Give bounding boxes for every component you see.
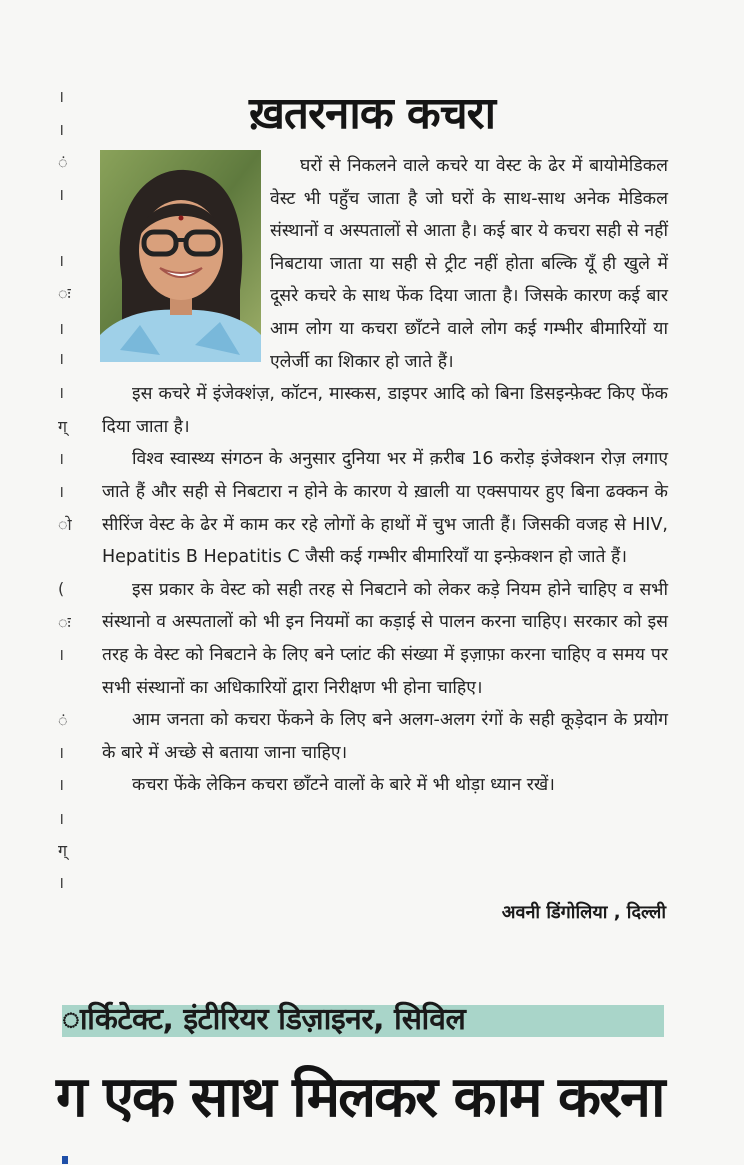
author-signature: अवनी डिंगोलिया , दिल्ली	[501, 902, 666, 923]
article-paragraph-5: आम जनता को कचरा फेंकने के लिए बने अलग-अलग रंगों के सही कूड़ेदान के प्रयोग के बारे में अच्छे से बताया जाना चाहिए।	[102, 710, 668, 763]
corner-marker	[62, 1156, 68, 1164]
edge-mark: (	[58, 579, 65, 598]
edge-mark: ।	[58, 383, 65, 402]
edge-mark: ।	[58, 775, 65, 794]
article-paragraph-4: इस प्रकार के वेस्ट को सही तरह से निबटाने को लेकर कड़े नियम होने चाहिए व सभी संस्थानो व अस्पतालों को भी इन नियमों का कड़ाई से पालन करना चाहिए। सरकार को इस तरह के वेस्ट को निबटाने के लिए बने प्लांट की संख्या में इज़ाफ़ा करना चाहिए व समय पर सभी संस्थानों का अधिकारियों द्वारा निरीक्षण भी होना चाहिए।	[102, 579, 668, 698]
edge-mark: ः	[58, 284, 71, 303]
article-body	[102, 150, 668, 802]
edge-mark: ।	[58, 645, 65, 664]
edge-mark: ।	[58, 120, 65, 139]
edge-mark: ।	[58, 449, 65, 468]
edge-mark: ः	[58, 613, 71, 632]
edge-mark: ।	[58, 743, 65, 762]
photo-spacer	[102, 150, 270, 362]
edge-mark: ।	[58, 482, 65, 501]
edge-mark: ं	[58, 153, 68, 172]
edge-mark: ग्	[58, 841, 68, 860]
edge-mark: ।	[58, 251, 65, 270]
edge-mark: ।	[58, 349, 65, 368]
edge-mark: ।	[58, 873, 65, 892]
edge-mark: ।	[58, 87, 65, 106]
article-paragraph-2: इस कचरे में इंजेक्शंज़, कॉटन, मास्कस, डाइपर आदि को बिना डिसइन्फ़ेक्ट किए फेंक दिया जाता है।	[102, 384, 668, 437]
article-title: ख़तरनाक कचरा	[248, 88, 496, 139]
edge-mark: ं	[58, 711, 68, 730]
article-paragraph-3: विश्व स्वास्थ्य संगठन के अनुसार दुनिया भर में क़रीब 16 करोड़ इंजेक्शन रोज़ लगाए जाते हैं और सही से निबटारा न होने के कारण ये ख़ाली या एक्सपायर हुए बिना ढक्कन के सीरिंज वेस्ट के ढेर में काम कर रहे लोगों के हाथों में चुभ जाती हैं। जिसकी वजह से HIV, Hepatitis B Hepatitis C जैसी कई गम्भीर बीमारियाँ या इन्फ़ेक्शन हो जाते हैं।	[102, 449, 668, 568]
next-article-headline: ग एक साथ मिलकर काम करना	[56, 1065, 664, 1130]
edge-mark: ो	[58, 515, 72, 534]
article-paragraph-6: कचरा फेंके लेकिन कचरा छाँटने वालों के बारे में भी थोड़ा ध्यान रखें।	[132, 775, 555, 796]
next-article-band-text: ार्किटेक्ट, इंटीरियर डिज़ाइनर, सिविल	[62, 1002, 466, 1037]
edge-mark: ।	[58, 809, 65, 828]
edge-mark: ।	[58, 319, 65, 338]
edge-mark: ।	[58, 185, 65, 204]
article-paragraph-1: घरों से निकलने वाले कचरे या वेस्ट के ढेर में बायोमेडिकल वेस्ट भी पहुँच जाता है जो घरों के साथ-साथ अनेक मेडिकल संस्थानों व अस्पतालों से आता है। कई बार ये कचरा सही से नहीं निबटाया जाता या सही से ट्रीट नहीं होता बल्कि यूँ ही खुले में दूसरे कचरे के साथ फेंक दिया जाता है। जिसके कारण कई बार आम लोग या कचरा छाँटने वाले लोग कई गम्भीर बीमारियों या एलेर्जी का शिकार हो जाते हैं।	[270, 156, 668, 372]
edge-mark: ग्	[58, 417, 68, 436]
